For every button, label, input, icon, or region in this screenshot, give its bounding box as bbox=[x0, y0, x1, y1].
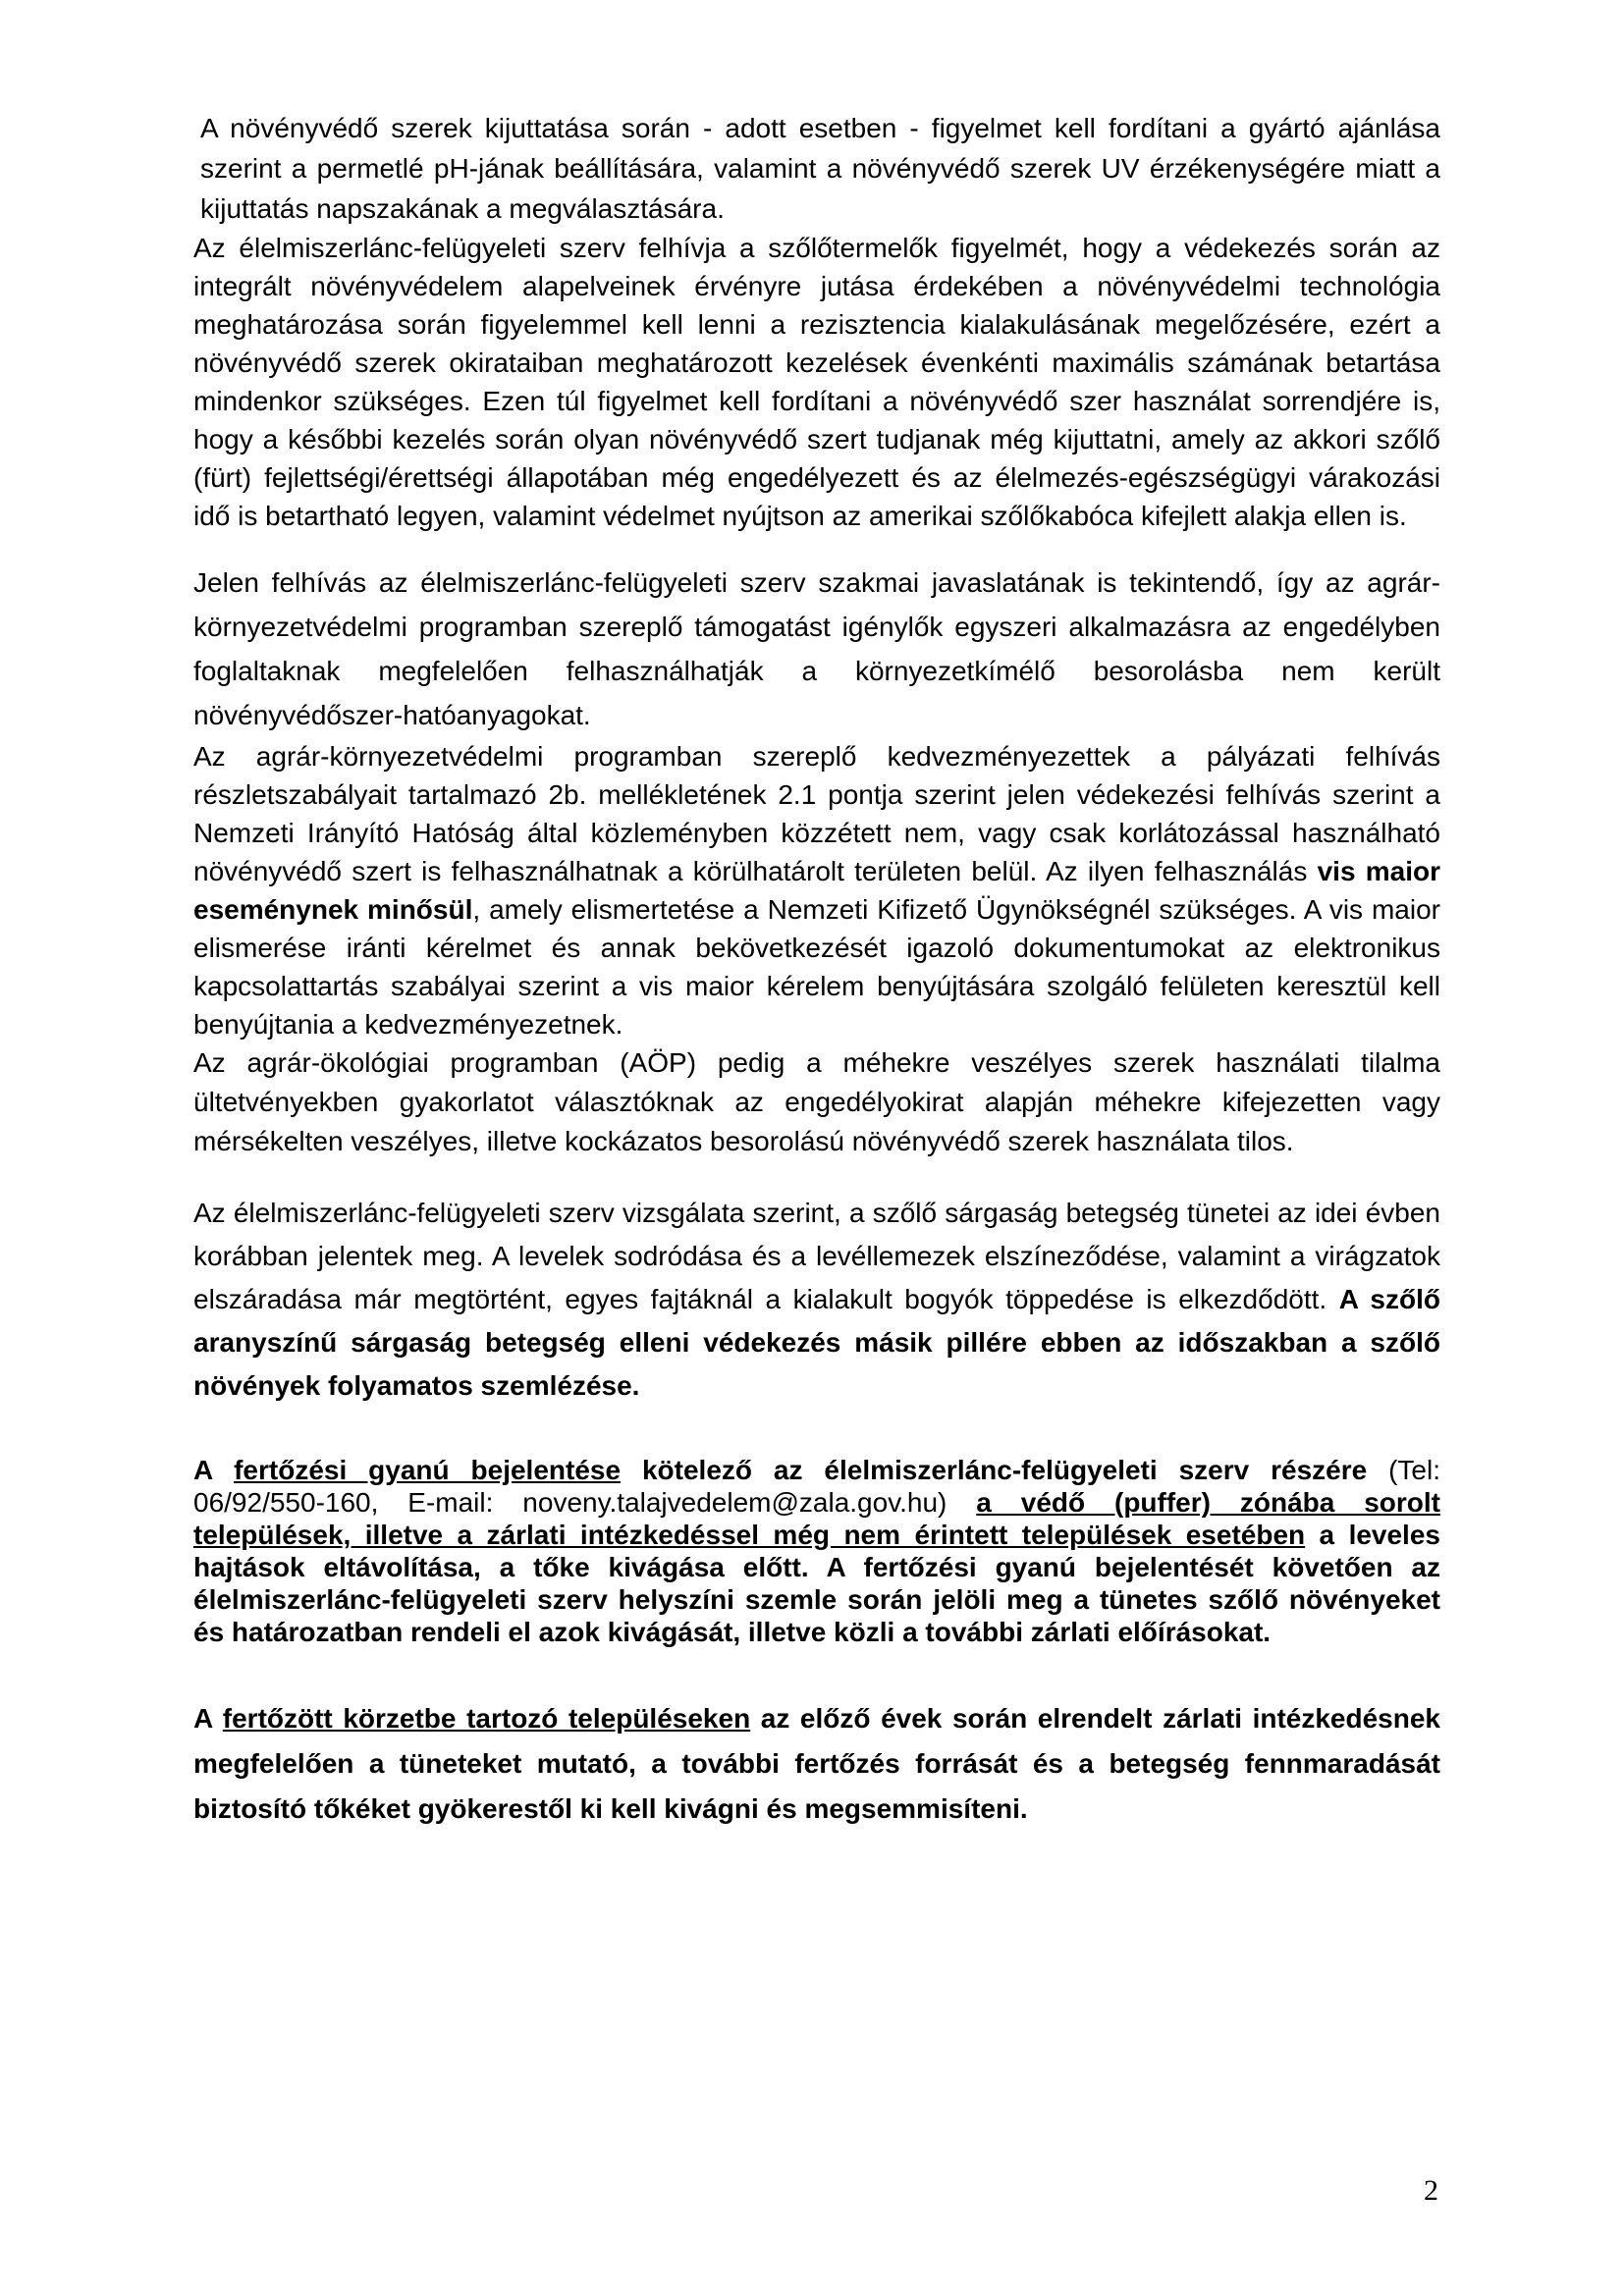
paragraph-aop: Az agrár-ökológiai programban (AÖP) pedig a méhekre veszélyes szerek használati tilalma ültetvényekben gyakorlatot választóknak az engedélyokirat alapján méhekre kifejezetten vagy mérsékelten veszélyes, illetve kockázatos besorolású növényvédő szerek használata tilos. bbox=[193, 1047, 1440, 1156]
suspicion-report-link: fertőzési gyanú bejelentése bbox=[234, 1455, 622, 1485]
yellowing-bold: A szőlő aranyszínű sárgaság betegség elleni védekezés másik pillére ebben az időszakban a szőlő növények folyamatos szemlézése. bbox=[193, 1284, 1440, 1401]
buffer-zone-text: a védő (puffer) zónába sorolt települések, illetve a zárlati intézkedéssel még nem érintett települések esetében bbox=[193, 1487, 1441, 1550]
document-body bbox=[193, 108, 1440, 1832]
paragraph-vis-maior: Az agrár-környezetvédelmi programban szereplő kedvezményezettek a pályázati felhívás részletszabályait tartalmazó 2b. mellékletének 2.1 pontja szerint jelen védekezési felhívás szerint a Nemzeti Irányító Hatóság által közleményben közzétett nem, vagy csak korlátozással használható növényvédő szert is felhasználhatnak a körülhatárolt területen belül. Az ilyen felhasználás vis maior eseménynek minősül, amely elismertetése a Nemzeti Kifizető Ügynökségnél szükséges. A vis maior elismerése iránti kérelmet és annak bekövetkezését igazoló dokumentumokat az elektronikus kapcsolattartás szabályai szerint a vis maior kérelem benyújtására szolgáló felületen keresztül kell benyújtania a kedvezményezetnek. bbox=[193, 741, 1441, 1040]
vis-maior-bold: vis maior eseménynek minősül bbox=[193, 856, 1441, 925]
paragraph-ph-uv: A növényvédő szerek kijuttatása során - adott esetben - figyelmet kell fordítani a gyártó ajánlása szerint a permetlé pH-jának beállítására, valamint a növényvédő szerek UV érzékenységére miatt a kijuttatás napszakának a megválasztására. bbox=[200, 113, 1440, 224]
paragraph-suspicion-report: A fertőzési gyanú bejelentése kötelező az élelmiszerlánc-felügyeleti szerv részére (Tel: 06/92/550-160, E-mail: noveny.talajvedelem@zala.gov.hu) a védő (puffer) zónába sorolt települések, illetve a zárlati intézkedéssel még nem érintett települések esetében a leveles hajtások eltávolítása, a tőke kivágása előtt. A fertőzési gyanú bejelentését követően az élelmiszerlánc-felügyeleti szerv helyszíni szemle során jelöli meg a tünetes szőlő növényeket és határozatban rendeli el azok kivágását, illetve közli a további zárlati előírásokat. bbox=[193, 1455, 1441, 1647]
contact-info: (Tel: 06/92/550-160, E-mail: noveny.talajvedelem@zala.gov.hu) bbox=[193, 1455, 1440, 1518]
infected-area-text: fertőzött körzetbe tartozó településeken bbox=[222, 1703, 751, 1734]
paragraph-infected-area: A fertőzött körzetbe tartozó településeken az előző évek során elrendelt zárlati intézkedésnek megfelelően a tüneteket mutató, a további fertőzés forrását és a betegség fennmaradását biztosító tőkéket gyökerestől ki kell kivágni és megsemmisíteni. bbox=[193, 1703, 1441, 1824]
paragraph-resistance: Az élelmiszerlánc-felügyeleti szerv felhívja a szőlőtermelők figyelmét, hogy a védekezés során az integrált növényvédelem alapelveinek érvényre jutása érdekében a növényvédelmi technológia meghatározása során figyelemmel kell lenni a rezisztencia kialakulásának megelőzésére, ezért a növényvédő szerek okirataiban meghatározott kezelések évenkénti maximális számának betartása mindenkor szükséges. Ezen túl figyelmet kell fordítani a növényvédő szer használat sorrendjére is, hogy a későbbi kezelés során olyan növényvédő szert tudjanak még kijuttatni, amely az akkori szőlő (fürt) fejlettségi/érettségi állapotában még engedélyezett és az élelmezés-egészségügyi várakozási idő is betartható legyen, valamint védelmet nyújtson az amerikai szőlőkabóca kifejlett alakja ellen is. bbox=[193, 233, 1440, 531]
paragraph-agri-environment: Jelen felhívás az élelmiszerlánc-felügyeleti szerv szakmai javaslatának is tekintendő, így az agrár-környezetvédelmi programban szereplő támogatást igénylők egyszeri alkalmazásra az engedélyben foglaltaknak megfelelően felhasználhatják a környezetkímélő besorolásba nem került növényvédőszer-hatóanyagokat. bbox=[193, 567, 1440, 730]
page-number: 2 bbox=[1424, 2174, 1438, 2207]
paragraph-yellowing: Az élelmiszerlánc-felügyeleti szerv vizsgálata szerint, a szőlő sárgaság betegség tünetei az idei évben korábban jelentek meg. A levelek sodródása és a levéllemezek elszíneződése, valamint a virágzatok elszáradása már megtörtént, egyes fajtáknál a kialakult bogyók töppedése is elkezdődött. A szőlő aranyszínű sárgaság betegség elleni védekezés másik pillére ebben az időszakban a szőlő növények folyamatos szemlézése. bbox=[193, 1198, 1440, 1401]
